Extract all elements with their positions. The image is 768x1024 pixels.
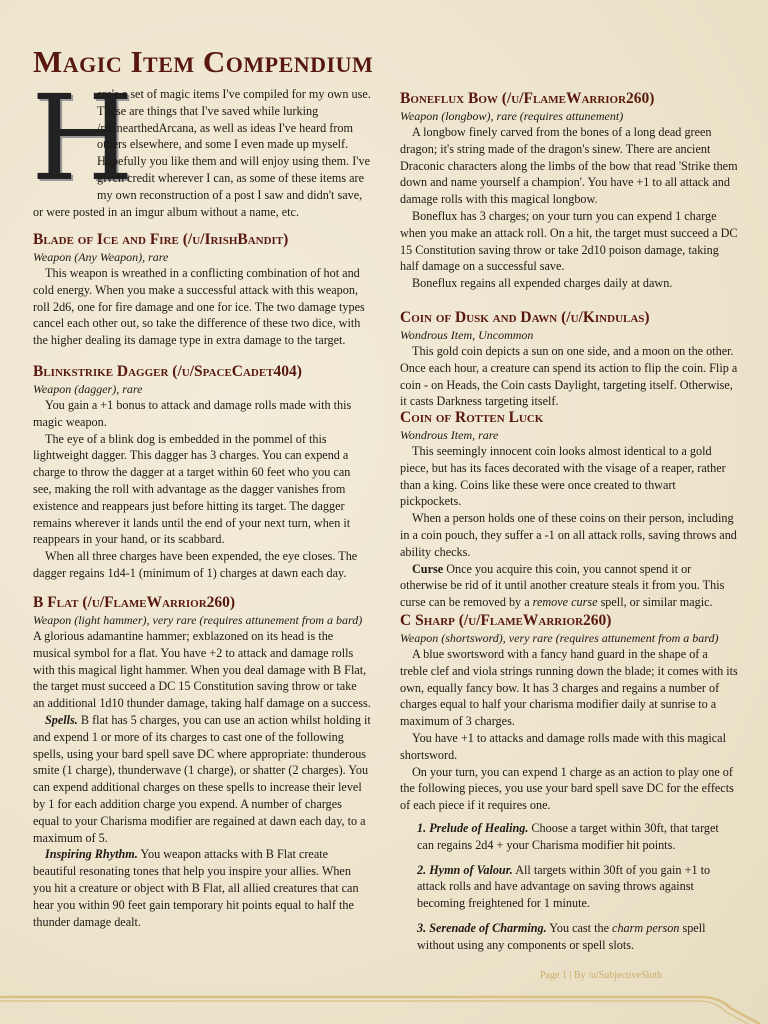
list-item-text: You cast the — [546, 920, 613, 935]
spell-name: remove curse — [532, 595, 598, 610]
item-paragraph: Boneflux regains all expended charges daily at dawn. — [412, 276, 673, 291]
item-paragraph — [33, 846, 371, 930]
list-item-lead: 1. Prelude of Healing. — [417, 820, 529, 835]
item-paragraph: This gold coin depicts a sun on one side, and a moon on the other. Once each hour, a creature can spend its action to flip the coin. Flip a coin - on Heads, the Coin casts Daylight, targeting itself. Otherwise, it casts Darkness targeting itself. — [400, 344, 738, 409]
spell-name: charm person — [612, 920, 680, 935]
item-type: Weapon (shortsword), very rare (requires attunement from a bard) — [400, 631, 719, 645]
item-paragraph: You gain a +1 bonus to attack and damage rolls made with this magic weapon. — [33, 398, 352, 429]
item-paragraph: A blue swortsword with a fancy hand guard in the shape of a treble clef and viola strings running down the blade; it comes with its own, equally fancy bow. It has 3 charges and regains a number of charges equal to half your charisma modifier daily at sunrise to a maximum of 3 charges. — [400, 647, 738, 729]
item-b-flat — [33, 594, 371, 930]
item-paragraph: This seemingly innocent coin looks almost identical to a gold piece, but has its faces decorated with the visage of a reaper, rather than a king. Coins like these were once created to thwart pickpockets. — [400, 444, 726, 509]
item-type: Weapon (Any Weapon), rare — [33, 250, 169, 264]
paragraph-text: Once you acquire this coin, you cannot spend it or otherwise be rid of it until another creature steals it from you. This curse can be removed by a — [400, 561, 725, 610]
item-blade-of-ice-and-fire — [33, 231, 371, 349]
intro-text: ere's a set of magic items I've compiled for my own use. These are things that I've saved while lurking /r/UnearthedArcana, as well as ideas I've heard from others elsewhere, and some I even made up myself. Hopefully you like them and will enjoy using them. I've given credit wherever I can, as some of these items are my own reconstruction of a post I saw and didn't save, or were posted in an imgur album without a name, etc. — [33, 87, 371, 219]
pieces-list — [417, 820, 738, 954]
paragraph-lead: Curse — [412, 561, 444, 576]
item-paragraph: A glorious adamantine hammer; exblazoned on its head is the musical symbol for a flat. You have +2 to attack and damage rolls with this magical light hammer. When you deal damage with B Flat, the target must succeed a DC 15 Constitution saving throw or take an additional 1d10 thunder damage, taking half damage on a success. — [33, 629, 371, 711]
paragraph-text: You weapon attacks with B Flat create beautiful resonating tones that help you inspire your allies. When you hit a creature or object with B Flat, all allied creatures that can hear you within 90 feet gain temporary hit points equal to half the thunder damage dealt. — [33, 847, 359, 929]
item-heading: Blinkstrike Dagger (/u/SpaceCadet404) — [33, 363, 302, 380]
item-boneflux-bow — [400, 90, 738, 292]
item-paragraph: On your turn, you can expend 1 charge as an action to play one of the following pieces, you use your bard spell save DC for the effects of each piece if it requires one. — [400, 764, 734, 813]
list-item-text: Choose a target within 30ft, that target can regains 2d4 + your Charisma modifier hit points. — [417, 820, 719, 852]
item-type: Wondrous Item, Uncommon — [400, 328, 534, 342]
item-paragraph: Boneflux has 3 charges; on your turn you can expend 1 charge when you make an attack roll. On a hit, the target must succeed a DC 15 Constitution saving throw or take 2d10 poison damage, taking half damage on a successful save. — [400, 208, 738, 274]
list-item-lead: 2. Hymn of Valour. — [417, 862, 513, 877]
item-paragraph: This weapon is wreathed in a conflicting combination of hot and cold energy. When you make a successful attack with this weapon, roll 2d6, one for fire damage and one for ice. The two damage types cancel each other out, so take the difference of these two dice, with the higher dealing its damage type in extra damage to the target. — [33, 266, 365, 348]
item-coin-of-rotten-luck — [400, 409, 738, 611]
item-paragraph: The eye of a blink dog is embedded in the pommel of this lightweight dagger. This dagger has 3 charges. You can expend a charge to throw the dagger at a target within 60 feet who you can see, making the roll with advantage as the dagger vanishes from existence and reappears just before hitting its target. The dagger remains wherever it lands until the end of your next turn, when it reappears in your hand, or its scabbard. — [33, 431, 351, 547]
item-paragraph — [400, 561, 738, 611]
item-paragraph: When all three charges have been expended, the eye closes. The dagger regains 1d4-1 (minimum of 1) charges at dawn each day. — [33, 549, 358, 580]
paragraph-lead: Spells. — [45, 712, 78, 727]
list-item-text: spell without using any components or spell slots. — [417, 920, 706, 952]
list-item — [417, 820, 738, 854]
item-paragraph: A longbow finely carved from the bones of a long dead green dragon; it's string made of the dragon's sinew. There are ancient Draconic characters along the limbs of the bow that read 'Strike them down and name yourself a champion'. You have +1 to all attack and damage rolls with this magical longbow. — [400, 125, 738, 207]
item-paragraph: When a person holds one of these coins on their person, including in a coin pouch, they suffer a -1 on all attack rolls, saving throws and ability checks. — [400, 511, 737, 559]
intro — [31, 69, 371, 220]
item-type: Weapon (longbow), rare (requires attunement) — [400, 109, 624, 123]
item-heading: Coin of Dusk and Dawn (/u/Kindulas) — [400, 309, 650, 326]
item-heading: B Flat (/u/FlameWarrior260) — [33, 594, 236, 611]
list-item — [417, 862, 738, 912]
item-paragraph — [33, 712, 371, 846]
item-type: Weapon (light hammer), very rare (requires attunement from a bard) — [33, 613, 363, 627]
page-footer: Page 1 | By /u/SubjectiveSloth — [540, 970, 662, 981]
paragraph-text: spell, or similar magic. — [597, 595, 713, 610]
item-paragraph: You have +1 to attacks and damage rolls made with this magical shortsword. — [400, 730, 726, 762]
item-heading: Blade of Ice and Fire (/u/IrishBandit) — [33, 231, 289, 248]
list-item-text: All targets within 30ft of you gain +1 to attack rolls and have advantage on saving throws against becoming freightened for 1 minute. — [417, 862, 711, 911]
page-title: Magic Item Compendium — [33, 44, 374, 79]
item-type: Wondrous Item, rare — [400, 428, 499, 442]
item-blinkstrike-dagger — [33, 363, 371, 582]
paragraph-lead: Inspiring Rhythm. — [45, 847, 138, 862]
item-coin-of-dusk-and-dawn — [400, 309, 738, 410]
item-heading: Coin of Rotten Luck — [400, 409, 544, 426]
footer-border-ornament — [0, 994, 768, 1024]
list-item-lead: 3. Serenade of Charming. — [417, 920, 547, 935]
paragraph-text: B flat has 5 charges, you can use an action whilst holding it and expend 1 or more of its charges to cast one of the following spells, using your bard spell save DC where appropriate: thunderous smite (1 charge), thunderwave (1 charge), or shatter (2 charges). You can expend additional charges on these spells to increase their level by 1 for each addition charge you expend. A number of charges equal to your Charisma modifier are regained at dawn each day, to a maximum of 5. — [33, 712, 371, 845]
drop-cap: H — [31, 69, 134, 207]
list-item — [417, 920, 738, 954]
item-c-sharp — [400, 612, 738, 962]
item-heading: C Sharp (/u/FlameWarrior260) — [400, 612, 612, 629]
item-type: Weapon (dagger), rare — [33, 382, 143, 396]
item-heading: Boneflux Bow (/u/FlameWarrior260) — [400, 90, 655, 107]
